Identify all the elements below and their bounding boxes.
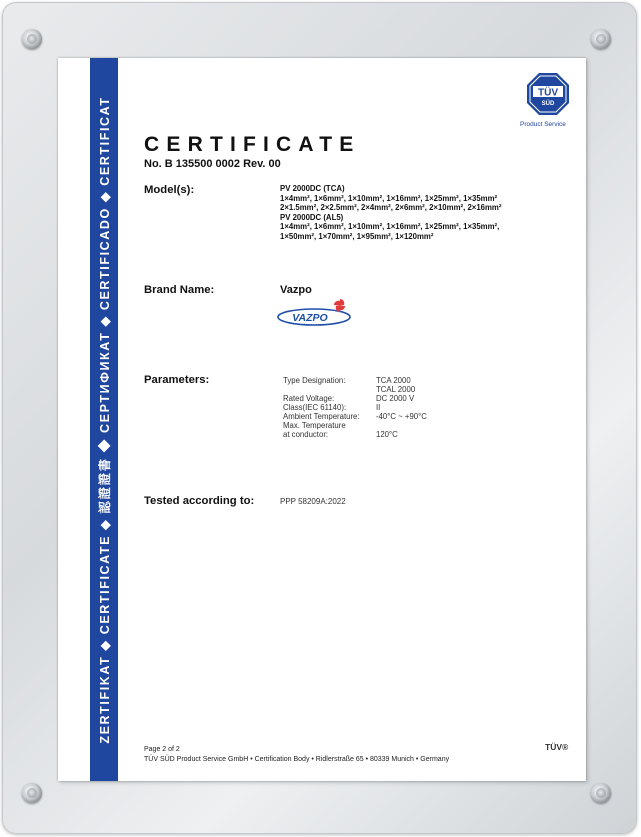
- parameter-value: TCAL 2000: [376, 385, 416, 394]
- parameter-value: II: [376, 403, 381, 412]
- model-line: 1×50mm², 1×70mm², 1×95mm², 1×120mm²: [280, 231, 434, 241]
- models-list: [280, 184, 501, 242]
- models-label: Model(s):: [144, 184, 195, 196]
- side-band: [90, 58, 118, 781]
- screw-icon: [22, 783, 42, 803]
- parameter-key: Type Designation:: [283, 376, 346, 385]
- model-line: 1×4mm², 1×6mm², 1×10mm², 1×16mm², 1×25mm², 1×35mm²,: [280, 222, 500, 232]
- tuv-sud-logo-icon: [526, 72, 570, 116]
- parameter-value: -40°C ~ +90°C: [376, 412, 427, 421]
- model-line: 2×1.5mm², 2×2.5mm², 2×4mm², 2×6mm², 2×10mm², 2×16mm²: [280, 203, 502, 213]
- brand-label: Brand Name:: [144, 284, 215, 296]
- parameter-key: [283, 385, 376, 394]
- screw-icon: [591, 29, 611, 49]
- parameter-key: Class(IEC 61140):: [283, 403, 347, 412]
- parameters-table: [283, 376, 427, 439]
- parameter-key: Ambient Temperature:: [283, 412, 360, 421]
- logo-caption: Product Service: [520, 121, 566, 128]
- logo-text: TÜV: [538, 87, 558, 99]
- parameters-label: Parameters:: [144, 374, 210, 386]
- parameter-row: [283, 412, 427, 421]
- parameter-value: DC 2000 V: [376, 394, 415, 403]
- model-line: PV 2000DC (TCA): [280, 184, 345, 193]
- parameter-row: [283, 421, 427, 430]
- parameter-value: 120°C: [376, 430, 398, 439]
- screw-icon: [22, 29, 42, 49]
- parameter-row: [283, 376, 427, 385]
- side-band-text: ZERTIFIKAT ◆ CERTIFICATE ◆ 認證證書 ◆ СЕРТИФИКАТ ◆ CERTIFICADO ◆ CERTIFICAT: [98, 95, 112, 744]
- parameter-key: at conductor:: [283, 430, 329, 439]
- screw-icon: [591, 783, 611, 803]
- certificate-title: CERTIFICATE: [144, 133, 361, 156]
- parameter-row: [283, 394, 427, 403]
- logo-sub: SÜD: [541, 101, 555, 107]
- model-line: PV 2000DC (AL5): [280, 212, 344, 222]
- tested-label: Tested according to:: [144, 495, 255, 507]
- tuv-wordmark: TÜV®: [545, 742, 569, 752]
- parameter-row: [283, 385, 427, 394]
- certificate-number: No. B 135500 0002 Rev. 00: [144, 158, 281, 170]
- parameter-row: [283, 403, 427, 412]
- parameter-row: [283, 430, 427, 439]
- page-number: Page 2 of 2: [144, 746, 180, 753]
- parameter-key: Max. Temperature: [283, 421, 346, 430]
- parameter-key: Rated Voltage:: [283, 394, 335, 403]
- parameter-value: TCA 2000: [376, 376, 411, 385]
- vazpo-logo-icon: [276, 296, 356, 328]
- footer-address: TÜV SÜD Product Service GmbH • Certification Body • Ridlerstraße 65 • 80339 Munich • Germany: [144, 756, 450, 763]
- tested-standard: PPP 58209A:2022: [280, 497, 346, 506]
- certificate-page: [58, 58, 586, 781]
- brand-value: Vazpo: [280, 284, 312, 296]
- model-line: 1×4mm², 1×6mm², 1×10mm², 1×16mm², 1×25mm², 1×35mm²: [280, 193, 498, 203]
- brand-logo-text: VAZPO: [292, 312, 328, 324]
